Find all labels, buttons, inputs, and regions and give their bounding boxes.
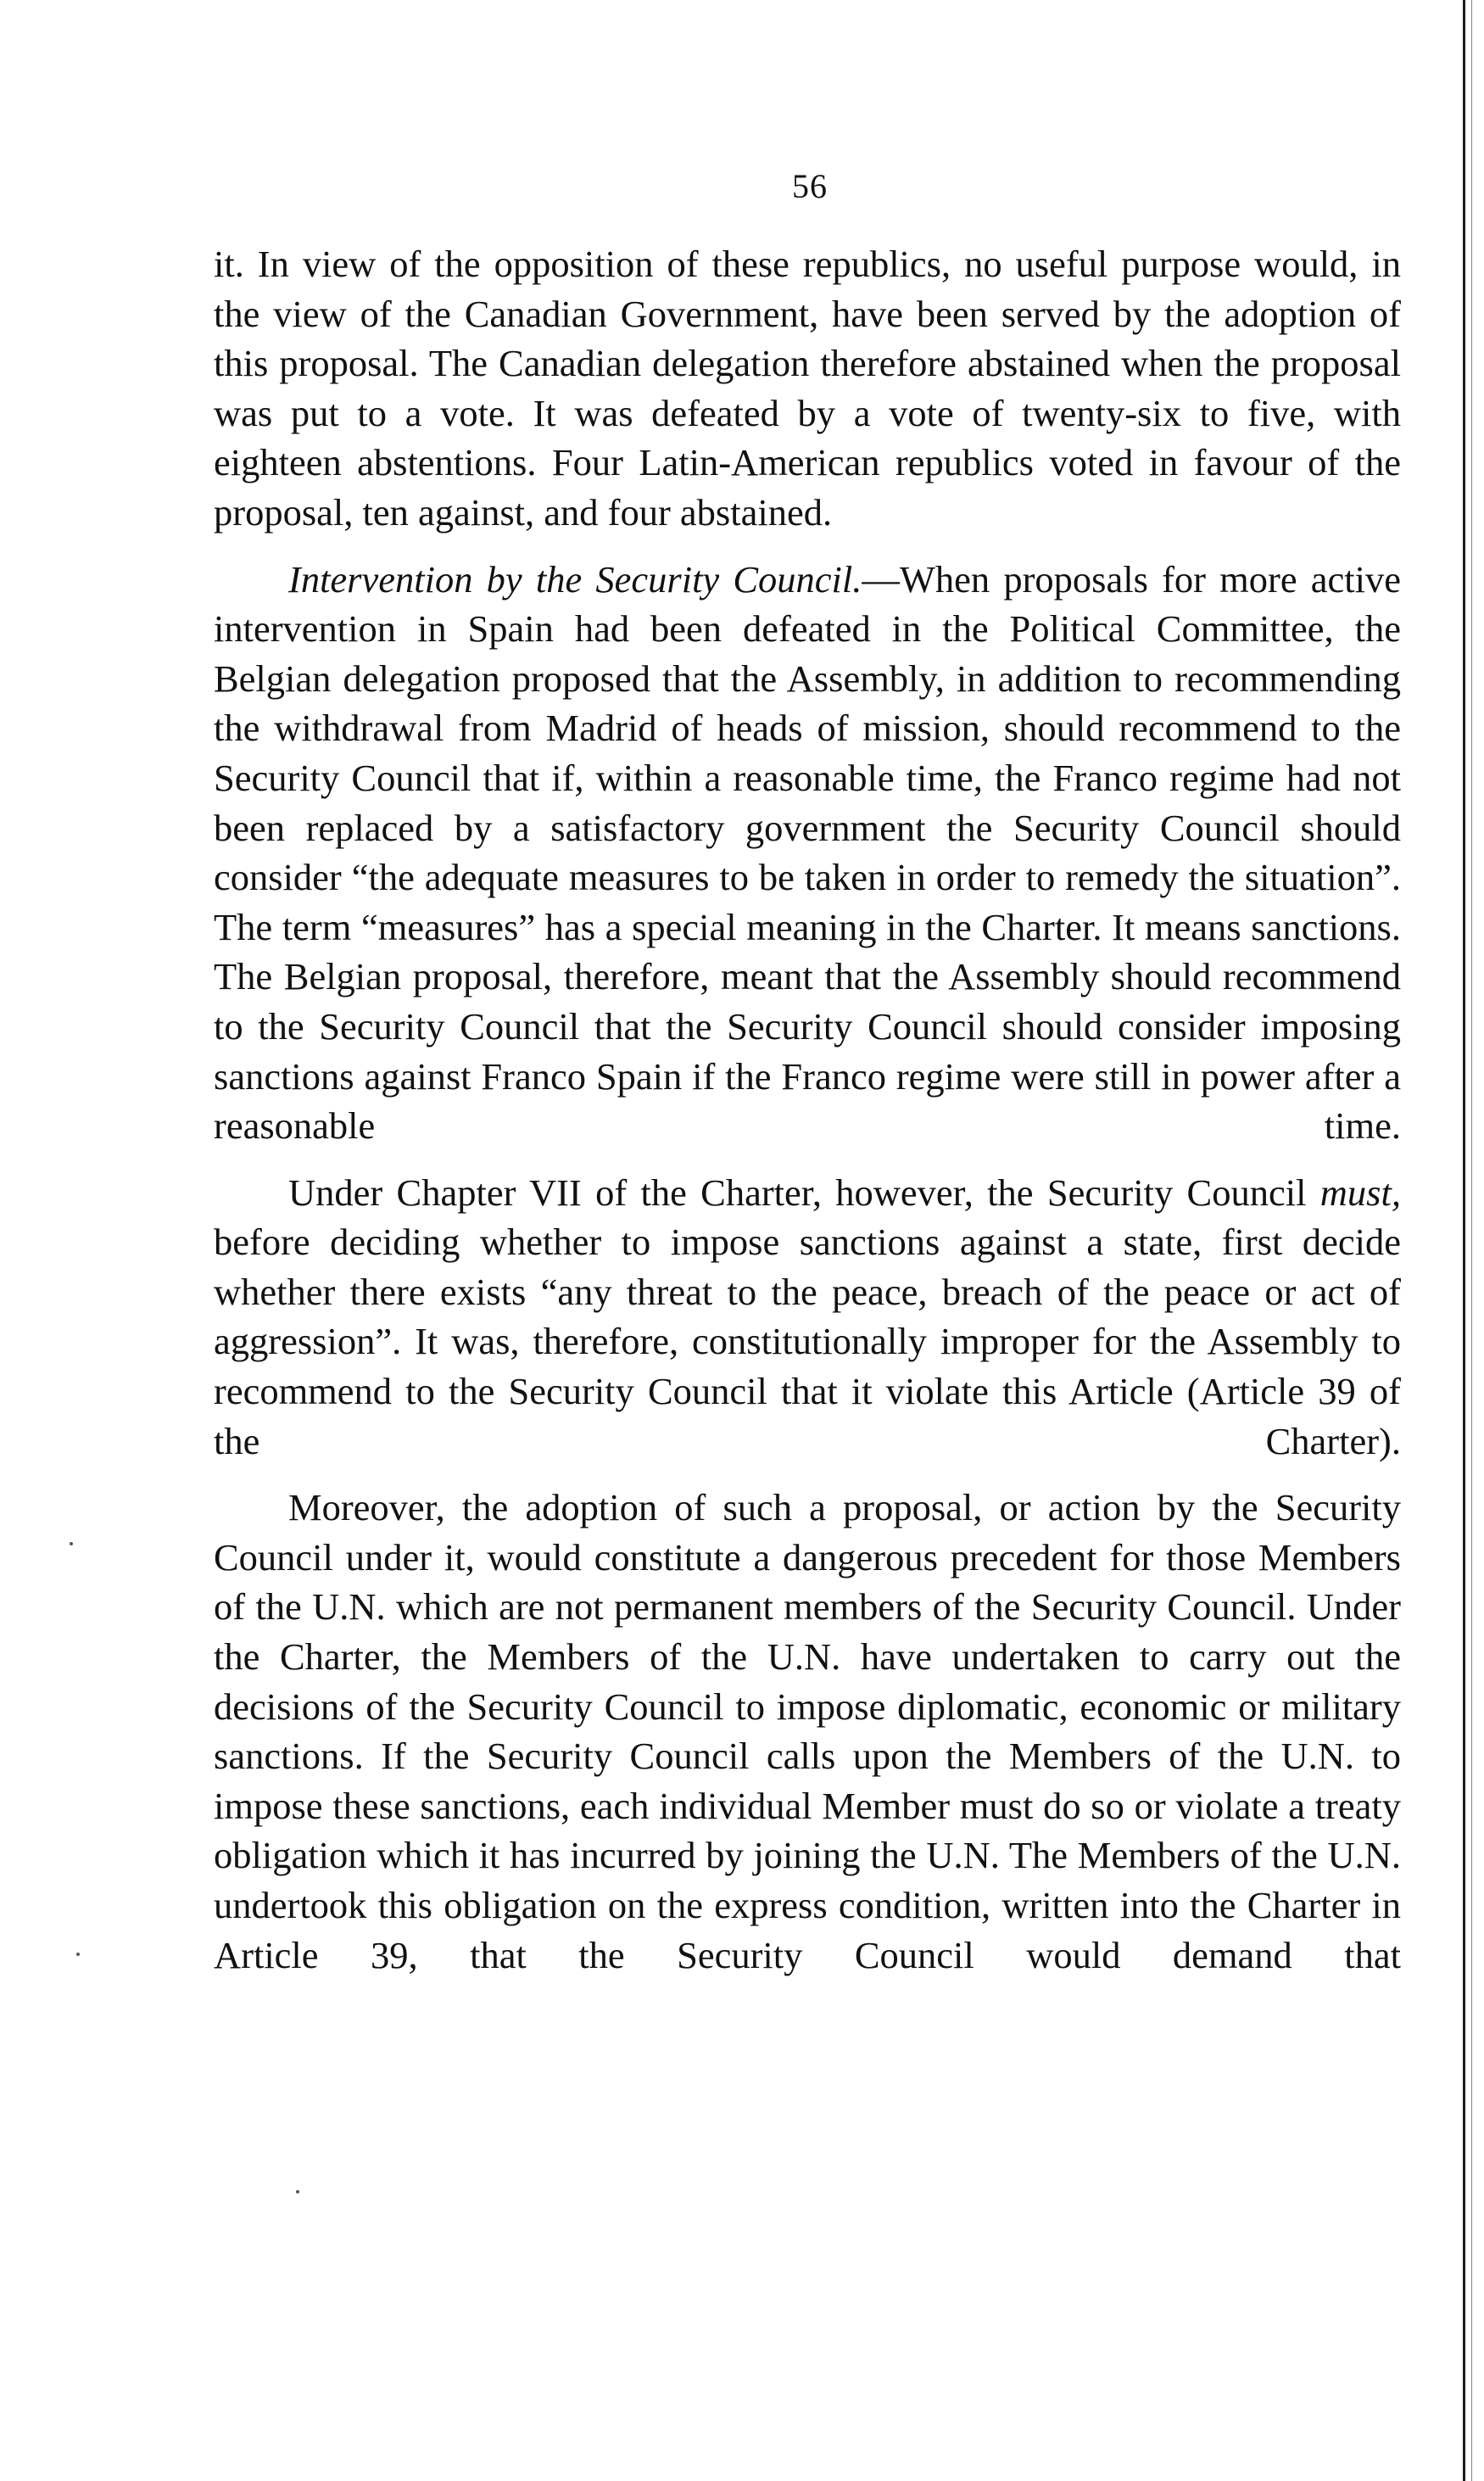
paragraph-1 <box>214 239 1401 538</box>
paragraph-4-text: Moreover, the adoption of such a proposal, or action by the Security Council under it, would constitute a dangerous precedent for those Members of the U.N. which are not permanent members of the Security Council. Under the Charter, the Members of the U.N. have undertaken to carry out the decisions of the Security Council to impose diplomatic, economic or military sanctions. If the Security Council calls upon the Members of the U.N. to impose these sanctions, each individual Member must do so or violate a treaty obligation which it has incurred by joining the U.N. The Members of the U.N. undertook this obligation on the express condition, written into the Charter in Article 39, that the Security Council would demand that <box>214 1486 1401 1976</box>
paragraph-2-text: —When proposals for more active intervention in Spain had been defeated in the Political Committee, the Belgian delegation proposed that the Assembly, in addition to recommending the withdrawal from Madrid of heads of mission, should recommend to the Security Council that if, within a reasonable time, the Franco regime had not been replaced by a satisfactory government the Security Council should consider “the adequate measures to be taken in order to remedy the situation”. The term “measures” has a special meaning in the Charter. It means sanctions. The Belgian proposal, therefore, meant that the Assembly should recommend to the Security Council that the Security Council should consider imposing sanctions against Franco Spain if the Franco regime were still in power after a reasonable time. <box>214 557 1401 1148</box>
paragraph-2 <box>214 555 1401 1151</box>
page-edge-line <box>1463 0 1465 2481</box>
scan-speck <box>296 2190 299 2193</box>
scan-speck <box>76 1953 80 1956</box>
page-number: 56 <box>792 167 828 205</box>
paragraph-3-text-b: before deciding whether to impose sanctions against a state, first decide whether there exists “any threat to the peace, breach of the peace or act of aggression”. It was, therefore, constitutionally improper for the Assembly to recommend to the Security Council that it violate this Article (Article 39 of the Charter). <box>214 1221 1401 1462</box>
paragraph-1-text: it. In view of the opposition of these republics, no useful purpose would, in the view of the Canadian Government, have been served by the adoption of this proposal. The Canadian delegation therefore abstained when the proposal was put to a vote. It was defeated by a vote of twenty-six to five, with eighteen abstentions. Four Latin-American republics voted in favour of the proposal, ten against, and four abstained. <box>214 243 1401 534</box>
paragraph-3-text-a: Under Chapter VII of the Charter, however, the Security Council <box>288 1171 1320 1214</box>
emphasis-must: must, <box>1319 1171 1401 1214</box>
body-text <box>214 239 1401 1997</box>
page-edge-shadow <box>1471 0 1472 2481</box>
paragraph-3 <box>214 1168 1401 1467</box>
section-heading-intervention: Intervention by the Security Council. <box>288 557 862 601</box>
scan-speck <box>70 1542 73 1545</box>
paragraph-4 <box>214 1483 1401 1980</box>
